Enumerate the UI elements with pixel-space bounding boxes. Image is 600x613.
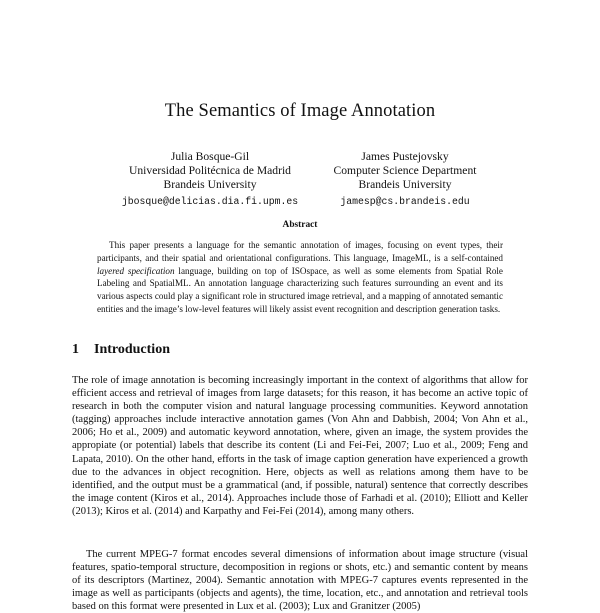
author-email: jamesp@cs.brandeis.edu	[340, 195, 470, 207]
author-affiliation: Brandeis University	[358, 178, 452, 192]
section-title: Introduction	[94, 342, 170, 357]
author-block-1	[105, 150, 315, 209]
section-heading	[72, 342, 170, 358]
author-name: Julia Bosque-Gil	[170, 150, 250, 163]
author-affiliation: Universidad Politécnica de Madrid	[129, 164, 291, 178]
abstract-heading: Abstract	[282, 220, 318, 230]
abstract-text-part: This paper presents a language for the semantic annotation of images, focusing on event types, their participants, and their spatial and orientational configurations. This language, ImageML, is a self-contained	[97, 240, 503, 263]
author-affiliation: Brandeis University	[163, 178, 257, 192]
paper-title: The Semantics of Image Annotation	[164, 101, 436, 121]
author-block-2	[315, 150, 495, 209]
section-number: 1	[72, 342, 79, 357]
author-affiliation: Computer Science Department	[333, 164, 477, 178]
abstract-text	[97, 239, 503, 316]
abstract-emphasis: layered specification	[97, 265, 175, 276]
author-email: jbosque@delicias.dia.fi.upm.es	[121, 195, 299, 207]
abstract-text-part: language, building on top of ISOspace, as well as some elements from Spatial Role Labeling and SpatialML. An annotation language characterizing such features surrounding an event and its various aspects could play a significant role in structured image retrieval, and a mapping of annotated semantic entities and the image’s low-level features will likely assist event recognition and description generation tasks.	[97, 265, 503, 314]
author-name: James Pustejovsky	[361, 150, 449, 163]
body-paragraph: The current MPEG-7 format encodes several dimensions of information about image structure (visual features, spatio-temporal structure, decomposition in regions or shots, etc.) and semantic content by means of its descriptors (Martinez, 2004). Semantic annotation with MPEG-7 captures events represented in the image as well as participants (objects and agents), the time, location, etc., and annotation and retrieval tools based on this format were presented in Lux et al. (2003); Lux and Granitzer (2005)	[72, 549, 528, 613]
body-paragraph: The role of image annotation is becoming increasingly important in the context of algorithms that allow for efficient access and retrieval of images from large datasets; for this reason, it has become an active topic of research in both the computer vision and natural language processing communities. Keyword annotation (tagging) approaches include interactive annotation games (Von Ahn and Dabbish, 2004; Von Ahn et al., 2006; Ho et al., 2009) and automatic keyword annotation, where, given an image, the system provides the appropiate (or potential) labels that describe its content (Li and Fei-Fei, 2007; Luo et al., 2009; Feng and Lapata, 2010). On the other hand, efforts in the task of image caption generation have experienced a growth due to the advances in object recognition. Here, objects as well as relations among them have to be identified, and the output must be a grammatical (and, if possible, natural) sentence that correctly describes the image content (Kiros et al., 2014). Approaches include those of Farhadi et al. (2010); Elliott and Keller (2013); Kiros et al. (2014) and Karpathy and Fei-Fei (2014), among many others.	[72, 375, 528, 517]
